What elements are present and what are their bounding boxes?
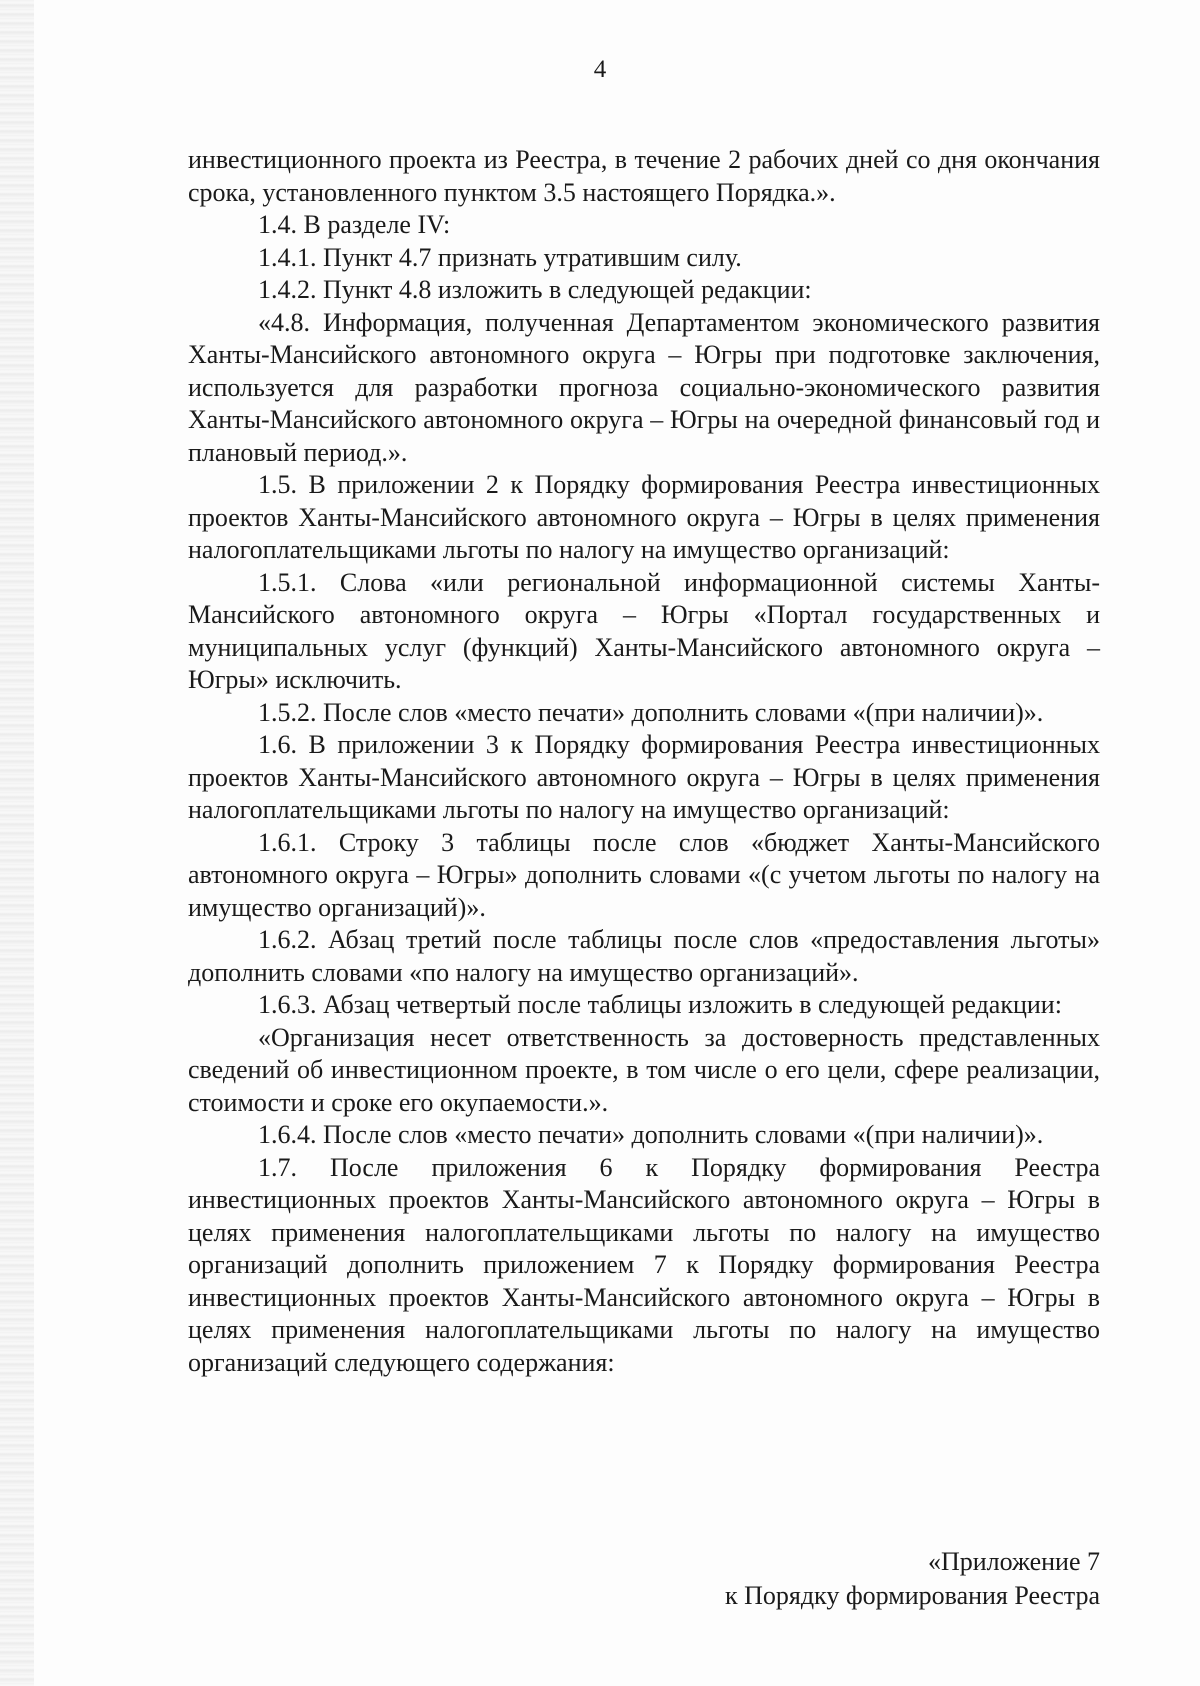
paragraph-1-7: 1.7. После приложения 6 к Порядку формирования Реестра инвестиционных проектов Ханты-Мансийского автономного округа – Югры в целях применения налогоплательщиками льготы по налогу на имущество организаций дополнить приложением 7 к Порядку формирования Реестра инвестиционных проектов Ханты-Мансийского автономного округа – Югры в целях применения налогоплательщиками льготы по налогу на имущество организаций следующего содержания:	[188, 1152, 1100, 1377]
document-body	[188, 144, 1100, 1379]
paragraph-quote-organization: «Организация несет ответственность за достоверность представленных сведений об инвестиционном проекте, в том числе о его цели, сфере реализации, стоимости и сроке его окупаемости.».	[188, 1022, 1100, 1117]
paragraph-1-6-1: 1.6.1. Строку 3 таблицы после слов «бюджет Ханты-Мансийского автономного округа – Югры» дополнить словами «(с учетом льготы по налогу на имущество организаций)».	[188, 827, 1100, 922]
paragraph-1-4: 1.4. В разделе IV:	[258, 210, 451, 239]
paragraph-1-6: 1.6. В приложении 3 к Порядку формирования Реестра инвестиционных проектов Ханты-Мансийского автономного округа – Югры в целях применения налогоплательщиками льготы по налогу на имущество организаций:	[188, 730, 1100, 824]
page-number: 4	[593, 56, 607, 83]
paragraph-1-5: 1.5. В приложении 2 к Порядку формирования Реестра инвестиционных проектов Ханты-Мансийского автономного округа – Югры в целях применения налогоплательщиками льготы по налогу на имущество организаций:	[188, 470, 1100, 564]
paragraph-1-4-2: 1.4.2. Пункт 4.8 изложить в следующей редакции:	[258, 275, 812, 304]
paragraph-1-5-1: 1.5.1. Слова «или региональной информационной системы Ханты-Мансийского автономного округа – Югры «Портал государственных и муниципальных услуг (функций) Ханты-Мансийского автономного округа – Югры» исключить.	[188, 567, 1100, 694]
paragraph-1-4-1: 1.4.1. Пункт 4.7 признать утратившим силу.	[258, 242, 742, 272]
paragraph-1-6-4: 1.6.4. После слов «место печати» дополнить словами «(при наличии)».	[258, 1120, 1044, 1149]
appendix-subtitle: к Порядку формирования Реестра	[724, 1581, 1100, 1610]
paragraph-continuation: инвестиционного проекта из Реестра, в течение 2 рабочих дней со дня окончания срока, установленного пунктом 3.5 настоящего Порядка.».	[188, 145, 1100, 207]
appendix-title: «Приложение 7	[927, 1547, 1100, 1576]
paragraph-quote-4-8: «4.8. Информация, полученная Департаментом экономического развития Ханты-Мансийского автономного округа – Югры при подготовке заключения, используется для разработки прогноза социально-экономического развития Ханты-Мансийского автономного округа – Югры на очередной финансовый год и плановый период.».	[188, 307, 1100, 467]
appendix-heading	[725, 1545, 1100, 1613]
paragraph-1-6-2: 1.6.2. Абзац третий после таблицы после слов «предоставления льготы» дополнить словами «по налогу на имущество организаций».	[188, 925, 1100, 987]
scan-edge-shadow	[0, 0, 34, 1686]
paragraph-1-6-3: 1.6.3. Абзац четвертый после таблицы изложить в следующей редакции:	[258, 990, 1062, 1019]
paragraph-1-5-2: 1.5.2. После слов «место печати» дополнить словами «(при наличии)».	[258, 697, 1044, 727]
